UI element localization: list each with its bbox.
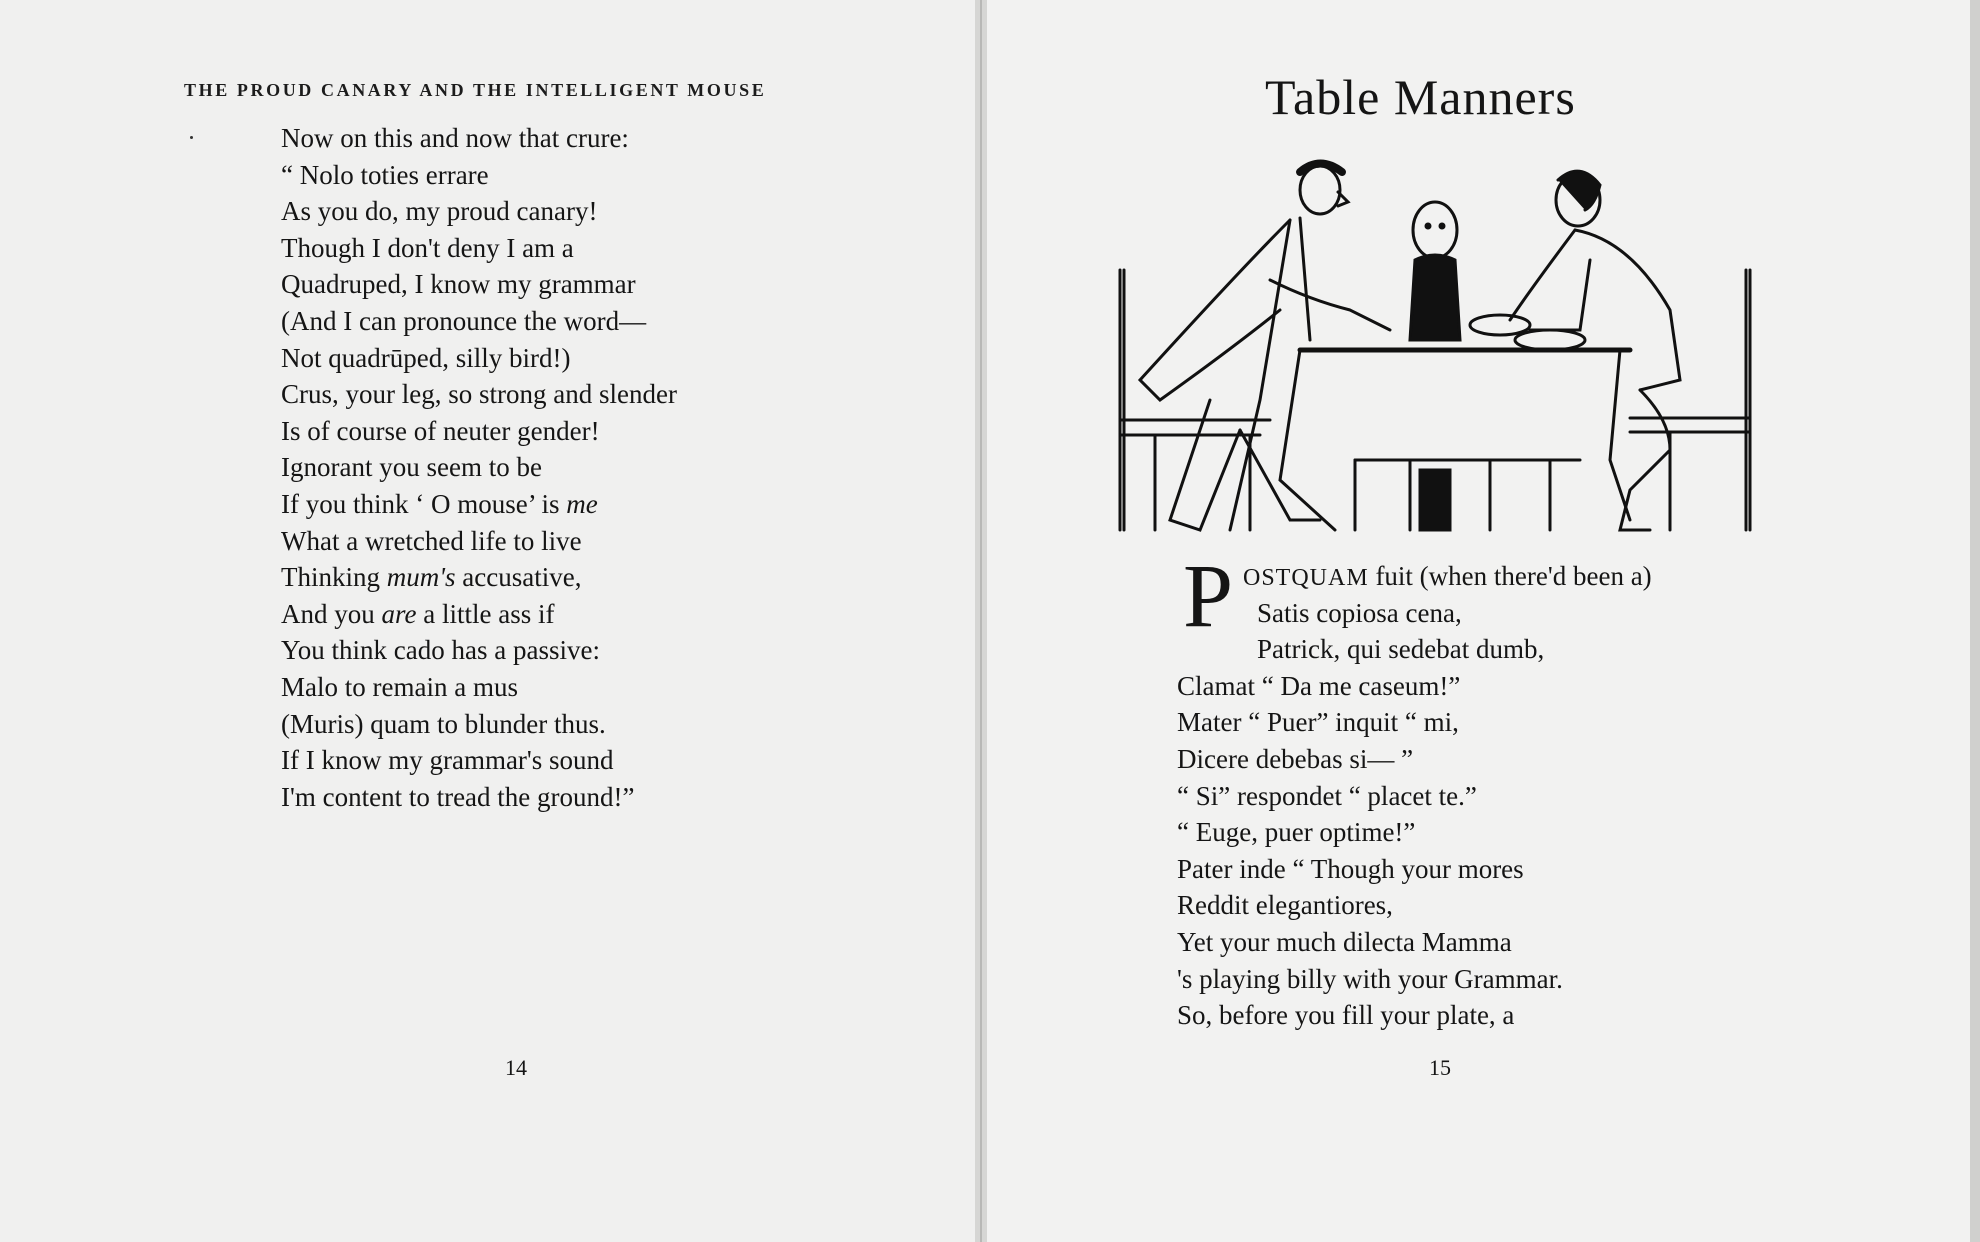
page-number-right: 15 xyxy=(1429,1055,1451,1080)
verse-line: “ Nolo toties errare xyxy=(281,159,489,190)
verse-line: Yet your much dilecta Mamma xyxy=(1177,926,1512,957)
ink-speck xyxy=(190,136,193,139)
verse-line: I'm content to tread the ground!” xyxy=(281,781,635,812)
verse-line: Reddit elegantiores, xyxy=(1177,890,1393,921)
verse-line: “ Euge, puer optime!” xyxy=(1177,817,1416,848)
verse-line: Pater inde “ Though your mores xyxy=(1177,853,1524,884)
verse-line: Dicere debebas si— ” xyxy=(1177,743,1414,774)
verse-line: Malo to remain a mus xyxy=(281,671,518,702)
verse-line: If you think ‘ O mouse’ is me xyxy=(281,488,598,519)
verse-line: As you do, my proud canary! xyxy=(281,196,598,227)
first-line-rest: fuit (when there'd been a) xyxy=(1368,561,1652,591)
verse-line: Satis copiosa cena, xyxy=(1257,597,1462,628)
family-dinner-illustration xyxy=(1110,150,1760,540)
gutter-fold xyxy=(980,0,982,1242)
verse-line: What a wretched life to live xyxy=(281,525,582,556)
verse-line: (Muris) quam to blunder thus. xyxy=(281,708,606,739)
poem-right xyxy=(1177,558,1563,1034)
verse-line: Thinking mum's accusative, xyxy=(281,562,582,593)
page-number-left: 14 xyxy=(505,1055,527,1080)
left-page xyxy=(0,0,980,1242)
verse-line: And you are a little ass if xyxy=(281,598,555,629)
verse-line: (And I can pronounce the word— xyxy=(281,305,647,336)
verse-line: Clamat “ Da me caseum!” xyxy=(1177,670,1461,701)
verse-line: Ignorant you seem to be xyxy=(281,452,542,483)
verse-line: So, before you fill your plate, a xyxy=(1177,1000,1515,1031)
verse-line: Crus, your leg, so strong and slender xyxy=(281,379,677,410)
verse-line: Is of course of neuter gender! xyxy=(281,415,600,446)
verse-line: Not quadrūped, silly bird!) xyxy=(281,342,571,373)
running-head: THE PROUD CANARY AND THE INTELLIGENT MOUSE xyxy=(184,80,767,100)
verse-line: 's playing billy with your Grammar. xyxy=(1177,963,1563,994)
verse-line: Mater “ Puer” inquit “ mi, xyxy=(1177,707,1459,738)
verse-line: Quadruped, I know my grammar xyxy=(281,269,636,300)
verse-line: “ Si” respondet “ placet te.” xyxy=(1177,780,1477,811)
verse-spacer xyxy=(1177,558,1563,595)
first-line-caps: OSTQUAM xyxy=(1243,565,1369,591)
verse-line: You think cado has a passive: xyxy=(281,635,600,666)
verse-line: Though I don't deny I am a xyxy=(281,232,574,263)
verse-line: Patrick, qui sedebat dumb, xyxy=(1257,634,1545,665)
verse-line: Now on this and now that crure: xyxy=(281,123,629,153)
drop-cap: P xyxy=(1183,547,1234,646)
poem-left xyxy=(281,120,677,815)
page-edge xyxy=(1970,0,1980,1242)
verse-line: If I know my grammar's sound xyxy=(281,745,614,776)
poem-title: Table Manners xyxy=(1265,69,1576,125)
